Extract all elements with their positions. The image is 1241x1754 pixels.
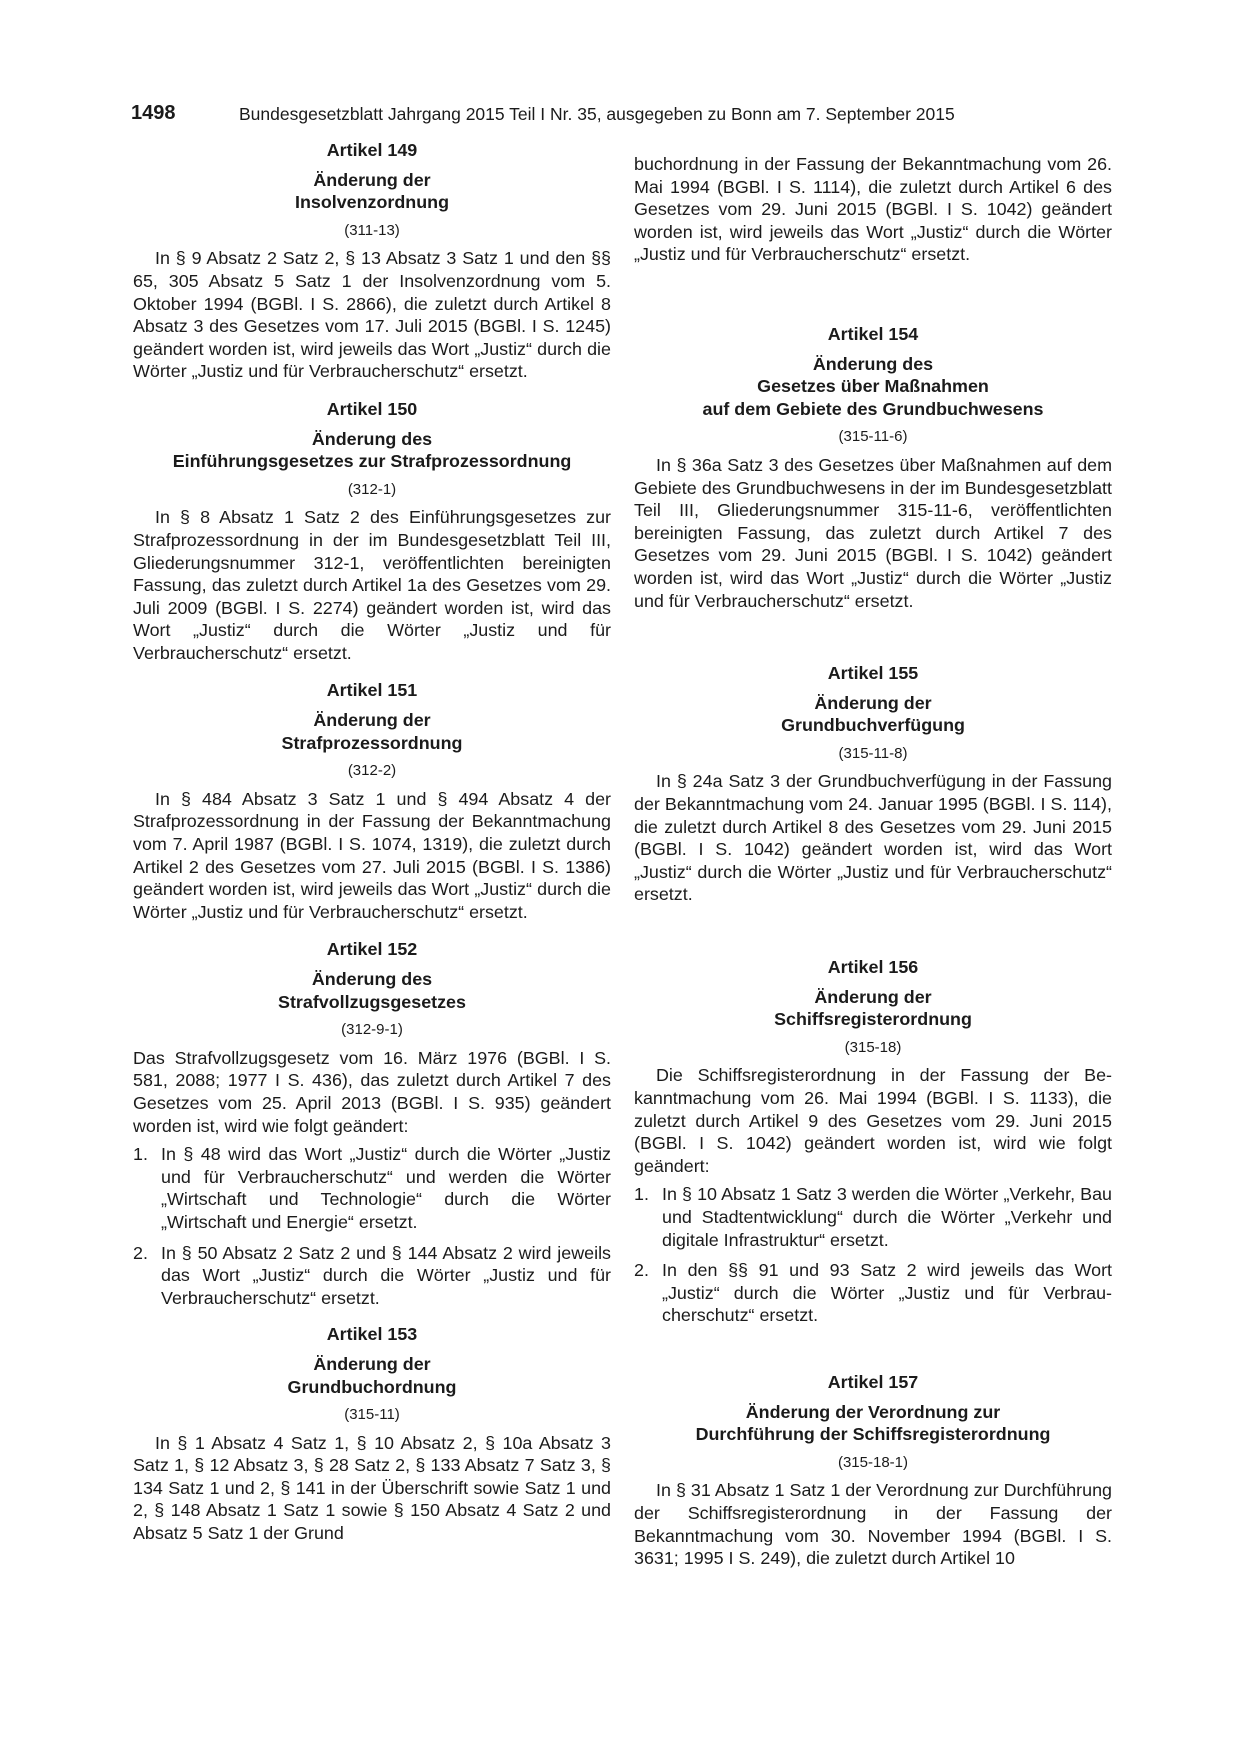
article-text: In § 484 Absatz 3 Satz 1 und § 494 Absatz 4 der Strafprozessordnung in der Fassung der Bekanntmachung vom 7. April 1987 (BGBl. I S. 1074, 1319), die zuletzt durch Artikel 2 des Gesetzes vom 27. Juli 2015 (BGBl. I S. 1386) geändert worden ist, wird jeweils das Wort „Justiz“ durch die Wörter „Justiz und für Verbraucherschutz“ ersetzt. — [133, 788, 611, 922]
right-column — [634, 153, 1112, 1570]
fna-number: (315-11-8) — [838, 744, 908, 762]
item-number: 1. — [133, 1144, 148, 1165]
article-title: Artikel 153 — [326, 1324, 418, 1345]
heading-line: Änderung des — [812, 353, 934, 374]
list-item — [634, 1259, 1112, 1327]
list-item — [133, 1143, 611, 1233]
article-156 — [634, 956, 1112, 1327]
article-title: Artikel 151 — [326, 680, 418, 701]
article-text: In § 36a Satz 3 des Gesetzes über Maßnahmen auf dem Gebiete des Grundbuchwesens in der im Bundesgesetzblatt Teil III, Gliederungsnummer 315-11-6, veröffentlichten bereinigten Fassung, das zuletzt durch Artikel 7 des Gesetzes vom 29. Juni 2015 (BGBl. I S. 1042) geändert worden ist, wird das Wort „Justiz“ durch die Wörter „Justiz und für Verbraucherschutz“ ersetzt. — [634, 454, 1112, 611]
fna-number: (311-13) — [344, 221, 400, 239]
article-151 — [133, 679, 611, 923]
page-header — [131, 101, 1011, 127]
heading-line: Änderung der — [814, 692, 932, 713]
running-header-title: Bundesgesetzblatt Jahrgang 2015 Teil I Nr. 35, ausgegeben zu Bonn am 7. September 2015 — [239, 104, 955, 124]
heading-line: Einführungsgesetzes zur Strafprozessordnung — [172, 451, 572, 472]
article-title: Artikel 152 — [326, 939, 418, 960]
left-column — [133, 139, 611, 1545]
article-heading — [133, 169, 611, 214]
article-157 — [634, 1371, 1112, 1570]
heading-line: Insolvenzordnung — [294, 192, 450, 213]
heading-line: Änderung des — [311, 428, 433, 449]
article-heading — [133, 968, 611, 1013]
list-item — [634, 1183, 1112, 1251]
article-text: In § 24a Satz 3 der Grundbuchverfügung in der Fassung der Bekanntmachung vom 24. Januar 1995 (BGBl. I S. 114), die zuletzt durch Artikel 8 des Gesetzes vom 29. Juni 2015 (BGBl. I S. 1042) geändert worden ist, wird das Wort „Justiz“ durch die Wörter „Justiz und für Verbraucherschutz“ ersetzt. — [634, 771, 1112, 905]
fna-number: (315-11) — [344, 1406, 400, 1424]
item-text: In den §§ 91 und 93 Satz 2 wird jeweils das Wort „Justiz“ durch die Wörter „Justiz und für Verbraucherschutz“ ersetzt. — [662, 1260, 1112, 1326]
heading-line: auf dem Gebiete des Grundbuchwesens — [702, 398, 1044, 419]
article-heading — [634, 353, 1112, 421]
amendment-list — [634, 1183, 1112, 1327]
item-text: In § 10 Absatz 1 Satz 3 werden die Wörter „Verkehr, Bau und Stadtentwicklung“ durch die Wörter „Verkehr und digitale Infrastruktur“ ersetzt. — [662, 1184, 1112, 1250]
heading-line: Änderung der — [814, 986, 932, 1007]
amendment-list — [133, 1143, 611, 1309]
article-text: In § 1 Absatz 4 Satz 1, § 10 Absatz 2, § 10a Absatz 3 Satz 1, § 12 Absatz 3, § 28 Satz 2, § 133 Absatz 7 Satz 3, § 134 Satz 1 und 2, § 141 in der Überschrift sowie Satz 1 und 2, § 148 Absatz 1 Satz 1 sowie § 150 Absatz 4 Satz 2 und Absatz 5 Satz 1 der Grund — [133, 1432, 611, 1544]
article-title: Artikel 150 — [326, 398, 418, 419]
heading-line: Strafprozessordnung — [281, 732, 463, 753]
heading-line: Änderung der — [313, 1353, 431, 1374]
item-number: 2. — [634, 1260, 649, 1281]
article-text: In § 31 Absatz 1 Satz 1 der Verordnung zur Durchführung der Schiffsregisterordnung in der Fassung der Bekanntmachung vom 30. November 1994 (BGBl. I S. 3631; 1995 I S. 249), die zuletzt durch Artikel 10 — [634, 1480, 1112, 1569]
article-heading — [133, 428, 611, 473]
fna-number: (312-1) — [347, 480, 397, 498]
heading-line: Änderung der Verordnung zur — [745, 1401, 1001, 1422]
item-text: In § 48 wird das Wort „Justiz“ durch die Wörter „Justiz und für Verbraucherschutz“ und werden die Wörter „Wirtschaft und Technologie“ durch die Wörter „Wirtschaft und Energie“ ersetzt. — [161, 1144, 611, 1232]
article-heading — [634, 692, 1112, 737]
article-title: Artikel 149 — [326, 140, 418, 160]
article-150 — [133, 398, 611, 665]
page-number: 1498 — [131, 102, 176, 124]
heading-line: Änderung des — [311, 969, 433, 989]
article-152 — [133, 938, 611, 1309]
article-155 — [634, 662, 1112, 906]
item-text: In § 50 Absatz 2 Satz 2 und § 144 Absatz 2 wird jeweils das Wort „Justiz“ durch die Wörter „Justiz und für Verbraucherschutz“ ersetzt. — [161, 1242, 611, 1308]
article-153 — [133, 1323, 611, 1544]
article-title: Artikel 154 — [827, 323, 919, 344]
fna-number: (312-2) — [347, 762, 397, 780]
heading-line: Änderung der — [313, 169, 431, 190]
article-title: Artikel 156 — [827, 957, 919, 978]
article-text: Die Schiffsregisterordnung in der Fassung der Bekanntmachung vom 26. Mai 1994 (BGBl. I S. 1133), die zuletzt durch Artikel 9 des Gesetzes vom 29. Juni 2015 (BGBl. I S. 1042) geändert worden ist, wird wie folgt geändert: — [634, 1065, 1112, 1176]
heading-line: Schiffsregisterordnung — [774, 1009, 972, 1030]
heading-line: Grundbuchverfügung — [781, 715, 965, 736]
article-title: Artikel 155 — [827, 663, 919, 684]
article-heading — [634, 986, 1112, 1031]
article-149 — [133, 139, 611, 383]
article-heading — [133, 1353, 611, 1398]
article-title: Artikel 157 — [827, 1371, 919, 1392]
article-text: Das Strafvollzugsgesetz vom 16. März 1976 (BGBl. I S. 581, 2088; 1977 I S. 436), das zuletzt durch Artikel 7 des Gesetzes vom 25. April 2013 (BGBl. I S. 935) geändert worden ist, wird wie folgt geändert: — [133, 1047, 611, 1136]
article-heading — [634, 1401, 1112, 1446]
heading-line: Strafvollzugsgesetzes — [278, 991, 466, 1012]
article-154 — [634, 323, 1112, 612]
fna-number: (315-18) — [844, 1038, 902, 1056]
fna-number: (315-11-6) — [838, 428, 908, 446]
list-item — [133, 1242, 611, 1310]
heading-line: Änderung der — [313, 710, 431, 731]
article-153-continuation: buchordnung in der Fassung der Bekanntmachung vom 26. Mai 1994 (BGBl. I S. 1114), die zuletzt durch Artikel 6 des Gesetzes vom 29. Juni 2015 (BGBl. I S. 1042) geändert worden ist, wird jeweils das Wort „Justiz“ durch die Wörter „Justiz und für Verbraucherschutz“ ersetzt. — [634, 154, 1112, 265]
article-text: In § 9 Absatz 2 Satz 2, § 13 Absatz 3 Satz 1 und den §§ 65, 305 Absatz 5 Satz 1 der Insolvenzordnung vom 5. Oktober 1994 (BGBl. I S. 2866), die zuletzt durch Artikel 8 Absatz 3 des Gesetzes vom 17. Juli 2015 (BGBl. I S. 1245) geändert worden ist, wird jeweils das Wort „Justiz“ durch die Wörter „Justiz und für Verbraucherschutz“ ersetzt. — [133, 248, 611, 382]
heading-line: Durchführung der Schiffsregisterordnung — [695, 1424, 1051, 1445]
fna-number: (312-9-1) — [341, 1021, 403, 1039]
heading-line: Gesetzes über Maßnahmen — [757, 376, 989, 397]
item-number: 2. — [133, 1242, 148, 1263]
heading-line: Grundbuchordnung — [287, 1376, 457, 1397]
item-number: 1. — [634, 1184, 649, 1205]
fna-number: (315-18-1) — [837, 1453, 909, 1471]
article-text: In § 8 Absatz 1 Satz 2 des Einführungsgesetzes zur Strafprozessordnung in der im Bundesgesetzblatt Teil III, Gliederungsnummer 312-1, veröffentlichten bereinigten Fassung, das zuletzt durch Artikel 1a des Gesetzes vom 29. Juli 2009 (BGBl. I S. 2274) geändert worden ist, wird das Wort „Justiz“ durch die Wörter „Justiz und für Verbraucherschutz“ ersetzt. — [133, 507, 611, 663]
article-heading — [133, 709, 611, 754]
